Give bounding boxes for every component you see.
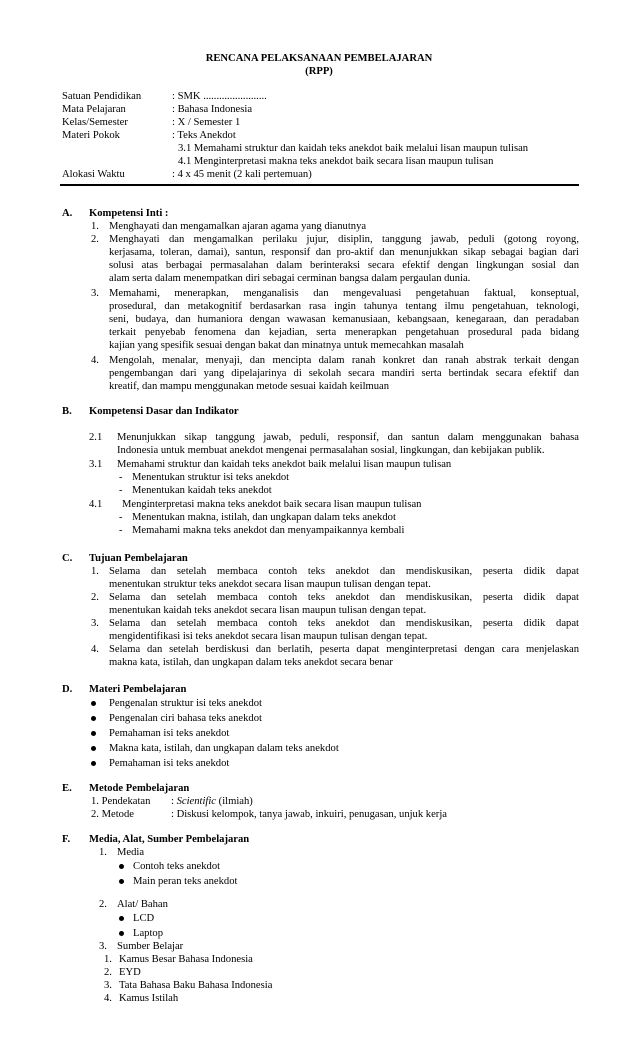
kd-4-1: Menginterpretasi makna teks anekdot baik secara lisan maupun tulisan	[122, 499, 422, 510]
header-value: : Teks Anekdot	[172, 130, 236, 141]
section-a-letter: A.	[62, 208, 73, 219]
section-b-title: Kompetensi Dasar dan Indikator	[89, 406, 239, 417]
ki-line: prosedural, dan metakognitif berdasarkan rasa ingin tahunya tentang ilmu pengetahuan, teknologi,	[109, 301, 579, 312]
bullet-icon	[91, 701, 96, 706]
media-text: Main peran teks anekdot	[133, 876, 238, 887]
kd-number: 2.1	[89, 432, 103, 443]
ki-line: kerjasama, toleran, damai), santun, responsif dan pro-aktif dan menunjukkan sikap sebagai bagian dari	[109, 247, 579, 258]
materi-text: Pemahaman isi teks anekdot	[109, 728, 230, 739]
header-value: : X / Semester 1	[172, 117, 241, 128]
bullet-icon	[91, 746, 96, 751]
ki-line: Mengolah, menalar, menyaji, dan mencipta dalam ranah konkret dan ranah abstrak terkait dengan	[109, 355, 579, 366]
metode-label-pendekatan: 1. Pendekatan	[91, 796, 151, 807]
tujuan-item-1	[109, 565, 579, 591]
metode-label-metode: 2. Metode	[91, 809, 134, 820]
tujuan-number: 1.	[91, 566, 99, 577]
sumber-item-text: Kamus Besar Bahasa Indonesia	[119, 954, 253, 965]
kd-line: Menunjukkan sikap tanggung jawab, peduli, responsif, dan santun dalam menggunakan bahasa	[117, 432, 579, 443]
ki-line: Memahami, menerapkan, menganalisis dan mengevaluasi pengetahuan faktual, konseptual,	[109, 288, 579, 299]
header-label: Mata Pelajaran	[62, 104, 126, 115]
header-label: Kelas/Semester	[62, 117, 128, 128]
header-value: : Bahasa Indonesia	[172, 104, 253, 115]
value-italic: Scientific	[176, 796, 217, 807]
sumber-item-number: 4.	[104, 993, 112, 1004]
header-value: : 4 x 45 menit (2 kali pertemuan)	[172, 169, 312, 180]
ki-line: alam serta dalam menempatkan diri sebagai cerminan bangsa dalam pergaulan dunia.	[109, 273, 471, 284]
tujuan-item-3	[109, 617, 579, 643]
tujuan-line: Selama dan setelah membaca contoh teks anekdot dan mendiskusikan, peserta didik dapat	[109, 618, 579, 629]
alat-number: 2.	[99, 899, 107, 910]
section-c-letter: C.	[62, 553, 73, 564]
tujuan-number: 2.	[91, 592, 99, 603]
tujuan-line: Selama dan setelah membaca contoh teks anekdot dan mendiskusikan, peserta didik dapat	[109, 566, 579, 577]
section-e-title: Metode Pembelajaran	[89, 783, 190, 794]
ki-line: Menghayati dan mengamalkan ajaran agama yang dianutnya	[109, 221, 367, 232]
materi-text: Pengenalan struktur isi teks anekdot	[109, 698, 262, 709]
bullet-icon	[119, 916, 124, 921]
sumber-item-text: Kamus Istilah	[119, 993, 179, 1004]
value-prefix: :	[171, 796, 177, 807]
ki-line: seni, budaya, dan humaniora dengan wawasan kemanusiaan, kebangsaan, kenegaraan, dan peradaban	[109, 314, 579, 325]
header-label: Materi Pokok	[62, 130, 120, 141]
metode-value-pendekatan	[171, 795, 253, 808]
section-d-letter: D.	[62, 684, 73, 695]
tujuan-number: 4.	[91, 644, 99, 655]
bullet-icon	[91, 716, 96, 721]
value-suffix: (ilmiah)	[216, 796, 253, 807]
ki-line: solusi atas berbagai permasalahan dalam berinteraksi secara efektif dengan lingkungan sosial dan	[109, 260, 579, 271]
ki-line: kreatif, dan mampu menggunakan metode sesuai kaidah keilmuan	[109, 381, 390, 392]
tujuan-item-2	[109, 591, 579, 617]
tujuan-line: menentukan struktur teks anekdot secara lisan maupun tulisan dengan tepat.	[109, 579, 431, 590]
ki-line: terkait penyebab fenomena dan kejadian, serta menerapkan pengetahuan prosedural pada bidang	[109, 327, 579, 338]
sumber-item-number: 1.	[104, 954, 112, 965]
indicator-4-1-1: Menentukan makna, istilah, dan ungkapan dalam teks anekdot	[132, 512, 396, 523]
indicator-dash: -	[119, 525, 123, 536]
ki-number: 3.	[91, 288, 99, 299]
bullet-icon	[91, 731, 96, 736]
sumber-item-number: 2.	[104, 967, 112, 978]
document-subtitle: (RPP)	[305, 66, 333, 77]
header-divider	[60, 184, 579, 186]
section-f-letter: F.	[62, 834, 71, 845]
header-label: Satuan Pendidikan	[62, 91, 142, 102]
ki-item-1	[109, 220, 579, 233]
ki-item-3	[109, 287, 579, 352]
media-label: Media	[117, 847, 145, 858]
indicator-3-1-1: Menentukan struktur isi teks anekdot	[132, 472, 290, 483]
materi-text: Makna kata, istilah, dan ungkapan dalam teks anekdot	[109, 743, 339, 754]
materi-sub-kd31: 3.1 Memahami struktur dan kaidah teks anekdot baik melalui lisan maupun tulisan	[178, 143, 529, 154]
tujuan-line: makna kata, istilah, dan ungkapan dalam teks anekdot secara benar	[109, 657, 393, 668]
sumber-item-number: 3.	[104, 980, 112, 991]
alat-text: LCD	[133, 913, 155, 924]
ki-line: kajian yang spesifik sesuai dengan bakat dan minatnya untuk memecahkan masalah	[109, 340, 464, 351]
bullet-icon	[119, 931, 124, 936]
kd-2-1	[117, 431, 579, 457]
indicator-dash: -	[119, 472, 123, 483]
kd-3-1: Memahami struktur dan kaidah teks anekdot baik melalui lisan maupun tulisan	[117, 459, 452, 470]
sumber-item-text: Tata Bahasa Baku Bahasa Indonesia	[119, 980, 273, 991]
tujuan-line: mengidentifikasi isi teks anekdot secara lisan maupun tulisan dengan tepat.	[109, 631, 428, 642]
kd-number: 3.1	[89, 459, 103, 470]
ki-line: pengembangan dari yang dipelajarinya di sekolah secara mandiri serta bertindak secara efektif dan	[109, 368, 579, 379]
metode-value-metode: : Diskusi kelompok, tanya jawab, inkuiri, penugasan, unjuk kerja	[171, 809, 447, 820]
indicator-4-1-2: Memahami makna teks anekdot dan menyampaikannya kembali	[132, 525, 405, 536]
tujuan-item-4	[109, 643, 579, 669]
bullet-icon	[91, 761, 96, 766]
kd-number: 4.1	[89, 499, 103, 510]
ki-number: 1.	[91, 221, 99, 232]
document-title: RENCANA PELAKSANAAN PEMBELAJARAN	[205, 53, 433, 64]
alat-text: Laptop	[133, 928, 164, 939]
header-label: Alokasi Waktu	[62, 169, 125, 180]
ki-item-2	[109, 233, 579, 285]
alat-label: Alat/ Bahan	[117, 899, 168, 910]
indicator-dash: -	[119, 512, 123, 523]
section-b-letter: B.	[62, 406, 72, 417]
tujuan-line: Selama dan setelah berdiskusi dan berlatih, peserta dapat menginterpretasi dengan cara menjelaskan	[109, 644, 579, 655]
indicator-3-1-2: Menentukan kaidah teks anekdot	[132, 485, 272, 496]
ki-line: Menghayati dan mengamalkan perilaku jujur, disiplin, tanggung jawab, peduli (gotong royong,	[109, 234, 579, 245]
sumber-number: 3.	[99, 941, 107, 952]
materi-text: Pemahaman isi teks anekdot	[109, 758, 230, 769]
sumber-label: Sumber Belajar	[117, 941, 184, 952]
kd-line: Indonesia untuk membuat anekdot mengenai permasalahan sosial, lingkungan, dan kebijakan publik.	[117, 445, 545, 456]
ki-number: 2.	[91, 234, 99, 245]
indicator-dash: -	[119, 485, 123, 496]
section-d-title: Materi Pembelajaran	[89, 684, 187, 695]
section-c-title: Tujuan Pembelajaran	[89, 553, 188, 564]
bullet-icon	[119, 879, 124, 884]
section-a-title: Kompetensi Inti :	[89, 208, 169, 219]
bullet-icon	[119, 864, 124, 869]
ki-item-4	[109, 354, 579, 393]
tujuan-number: 3.	[91, 618, 99, 629]
tujuan-line: Selama dan setelah membaca contoh teks anekdot dan mendiskusikan, peserta didik dapat	[109, 592, 579, 603]
materi-sub-kd41: 4.1 Menginterpretasi makna teks anekdot baik secara lisan maupun tulisan	[178, 156, 494, 167]
materi-text: Pengenalan ciri bahasa teks anekdot	[109, 713, 262, 724]
media-number: 1.	[99, 847, 107, 858]
section-f-title: Media, Alat, Sumber Pembelajaran	[89, 834, 250, 845]
media-text: Contoh teks anekdot	[133, 861, 221, 872]
header-value: : SMK ........................	[172, 91, 267, 102]
sumber-item-text: EYD	[119, 967, 141, 978]
section-e-letter: E.	[62, 783, 72, 794]
tujuan-line: menentukan kaidah teks anekdot secara lisan maupun tulisan dengan tepat.	[109, 605, 427, 616]
ki-number: 4.	[91, 355, 99, 366]
